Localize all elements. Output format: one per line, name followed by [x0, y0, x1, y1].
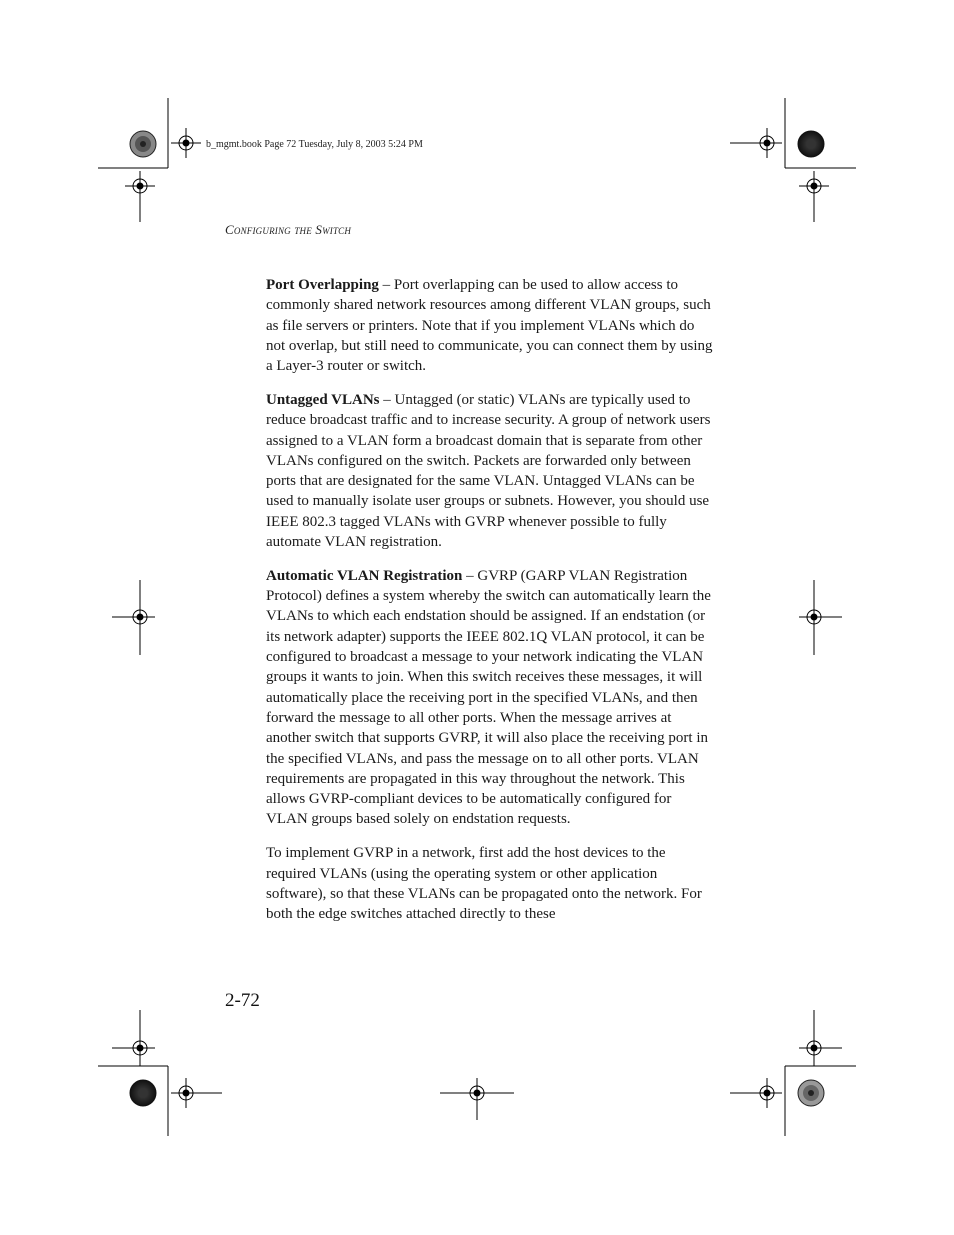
registration-target-icon: [171, 128, 201, 158]
crop-mark-top-left: [98, 98, 168, 168]
paragraph-port-overlapping: [266, 275, 714, 376]
color-rosette-icon: [130, 1080, 156, 1106]
page-number: 2-72: [225, 990, 260, 1011]
registration-target-icon: [799, 580, 842, 655]
body-text: [266, 275, 714, 938]
term-separator: –: [462, 567, 478, 584]
term-port-overlapping: Port Overlapping: [266, 277, 379, 293]
registration-target-icon: [730, 1078, 782, 1108]
paragraph-text: GVRP (GARP VLAN Registration Protocol) defines a system whereby the switch can automatically learn the VLANs to which each endstation should be assigned. If an endstation (or its network adapter) supports the IEEE 802.1Q VLAN protocol, it can be configured to broadcast a message to your network indicating the VLAN groups it wants to join. When this switch receives these messages, it will automatically place the receiving port in the specified VLANs, and then forward the message to all other ports. When the message arrives at another switch that supports GVRP, it will also place the receiving port in the specified VLANs, and pass the message on to all other ports. VLAN requirements are propagated in this way throughout the network. This allows GVRP-compliant devices to be automatically configured for VLAN groups based solely on endstation requests.: [266, 567, 711, 828]
registration-target-icon: [730, 128, 782, 158]
registration-target-icon: [112, 580, 155, 655]
color-rosette-icon: [798, 131, 824, 157]
term-separator: –: [379, 391, 395, 408]
crop-mark-top-right: [785, 98, 856, 168]
registration-target-icon: [799, 171, 829, 222]
registration-target-icon: [440, 1078, 514, 1120]
color-rosette-icon: [798, 1080, 824, 1106]
term-separator: –: [378, 277, 394, 293]
term-untagged-vlans: Untagged VLANs: [266, 391, 380, 408]
paragraph-implement-gvrp: To implement GVRP in a network, first add the host devices to the required VLANs (using the operating system or other application software), so that these VLANs can be propagated onto the network. For both the edge switches attached directly to these: [266, 845, 702, 923]
term-automatic-vlan-registration: Automatic VLAN Registration: [266, 567, 463, 584]
color-rosette-icon: [130, 131, 156, 157]
paragraph-text: Port overlapping can be used to allow access to commonly shared network resources among different VLAN groups, such as file servers or printers. Note that if you implement VLANs which do not overlap, but still need to communicate, you can connect them by using a Layer-3 router or switch.: [266, 277, 713, 375]
paragraph-automatic-vlan-registration: [266, 566, 714, 830]
registration-target-icon: [112, 1010, 155, 1066]
paragraph-text: Untagged (or static) VLANs are typically used to reduce broadcast traffic and to increase security. A group of network users assigned to a VLAN form a broadcast domain that is separate from other VLANs configured on the switch. Packets are forwarded only between ports that are designated for the same VLAN. Untagged VLANs can be used to manually isolate user groups or subnets. However, you should use IEEE 802.3 tagged VLANs with GVRP whenever possible to fully automate VLAN registration.: [266, 391, 711, 551]
registration-target-icon: [171, 1078, 222, 1108]
paragraph-untagged-vlans: [266, 390, 714, 552]
slug-line: b_mgmt.book Page 72 Tuesday, July 8, 2003 5:24 PM: [206, 139, 423, 150]
running-head: Configuring the Switch: [225, 222, 352, 237]
registration-target-icon: [799, 1010, 842, 1066]
registration-target-icon: [125, 171, 155, 222]
